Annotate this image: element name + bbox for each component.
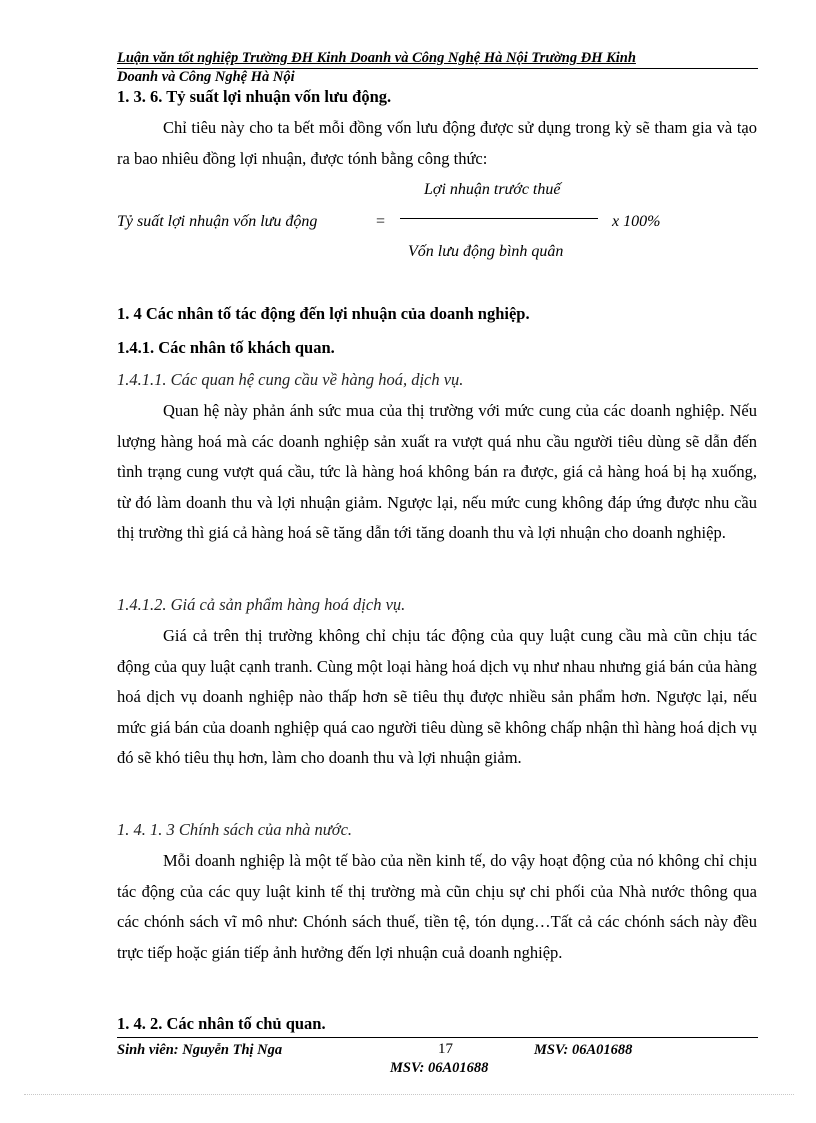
footer-rule: [117, 1037, 758, 1038]
section-1-4-1-title: 1.4.1. Các nhân tố khách quan.: [117, 338, 335, 357]
formula-equals: =: [376, 213, 386, 230]
formula-numerator: Lợi nhuận trước thuế: [424, 181, 561, 198]
section-1-4-1-2-title: 1.4.1.2. Giá cả sản phẩm hàng hoá dịch vụ.: [117, 595, 406, 614]
formula-denominator: Vốn lưu động bình quân: [408, 243, 564, 260]
section-1-4-2-title: 1. 4. 2. Các nhân tố chủ quan.: [117, 1014, 326, 1033]
formula-label: Tỷ suất lợi nhuận vốn lưu động: [117, 213, 318, 230]
fraction-bar: [400, 218, 598, 219]
section-1-4-1-3-title: 1. 4. 1. 3 Chính sách của nhà nước.: [117, 820, 353, 839]
header-line-1: Luận văn tốt nghiệp Trường ĐH Kinh Doanh và Công Nghệ Hà Nội Trường ĐH Kinh: [117, 50, 636, 66]
section-1-4-1-2-paragraph: Giá cả trên thị trường không chỉ chịu tác động của quy luật cung cầu mà cũn chịu tác động của quy luật cạnh tranh. Cùng một loại hàng hoá dịch vụ như nhau nhưng giá bán của hàng hoá dịch vụ doanh nghiệp nào thấp hơn sẽ tiêu thụ được nhiều sản phẩm hơn. Ngược lại, nếu mức giá bán của doanh nghiệp quá cao người tiêu dùng sẽ không chấp nhận thì hàng hoá dịch vụ đó sẽ khó tiêu thụ hơn, làm cho doanh thu và lợi nhuận giảm.: [117, 626, 757, 768]
section-1-4-1-1-paragraph: Quan hệ này phản ánh sức mua của thị trường với mức cung của các doanh nghiệp. Nếu lượng hàng hoá mà các doanh nghiệp sản xuất ra vượt quá nhu cầu người tiêu dùng sẽ dẫn đến tình trạng cung vượt quá cầu, tức là hàng hoá không bán ra được, giá cả hàng hoá bị hạ xuống, từ đó làm doanh thu và lợi nhuận giảm. Ngược lại, nếu mức cung không đáp ứng được nhu cầu thị trường thì giá cả hàng hoá sẽ tăng dẫn tới tăng doanh thu và lợi nhuận cho doanh nghiệp.: [117, 401, 757, 543]
footer-student-id-repeat: MSV: 06A01688: [390, 1060, 489, 1076]
header-line-2: Doanh và Công Nghệ Hà Nội: [117, 69, 295, 85]
section-1-4-1-3-paragraph: Mỗi doanh nghiệp là một tế bào của nền kinh tế, do vậy hoạt động của nó không chỉ chịu tác động của các quy luật kinh tế thị trường mà cũn chịu sự chi phối của Nhà nước thông qua các chónh sách vĩ mô như: Chónh sách thuế, tiền tệ, tón dụng…Tất cả các chónh sách này đều trực tiếp hoặc gián tiếp ảnh hưởng đến lợi nhuận cuả doanh nghiệp.: [117, 851, 757, 962]
page-break-line: [24, 1094, 794, 1095]
section-1-4-title: 1. 4 Các nhân tố tác động đến lợi nhuận của doanh nghiệp.: [117, 304, 530, 323]
footer-student-name: Sinh viên: Nguyễn Thị Nga: [117, 1042, 283, 1058]
section-1-3-6-paragraph: Chỉ tiêu này cho ta bết mỗi đồng vốn lưu động được sử dụng trong kỳ sẽ tham gia và tạo ra bao nhiêu đồng lợi nhuận, được tónh bằng công thức:: [117, 118, 757, 168]
formula-multiplier: x 100%: [612, 213, 661, 230]
page-header: [117, 49, 758, 69]
footer-student-id: MSV: 06A01688: [534, 1042, 633, 1058]
section-1-4-1-1-title: 1.4.1.1. Các quan hệ cung cầu về hàng hoá, dịch vụ.: [117, 370, 464, 389]
page-number: 17: [438, 1041, 453, 1057]
section-1-3-6-title: 1. 3. 6. Tỷ suất lợi nhuận vốn lưu động.: [117, 87, 392, 106]
